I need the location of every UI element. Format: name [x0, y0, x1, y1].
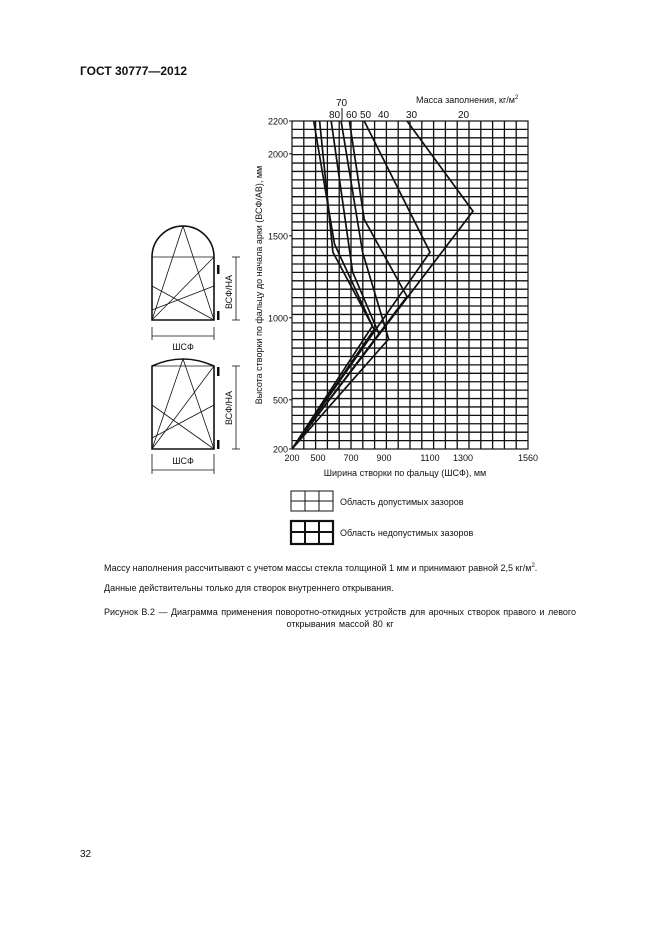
y-axis-label: Высота створки по фальцу до начала арки (ВСФ/АВ), мм [254, 165, 264, 405]
legend-swatch-allowed [291, 491, 333, 511]
note-validity: Данные действительны только для створок внутреннего открывания. [104, 583, 394, 593]
mass-label-20: 20 [458, 110, 470, 121]
x-tick-900: 900 [376, 453, 392, 463]
bottom-height-label: ВСФ/НА [224, 390, 234, 426]
top-width-label: ШСФ [172, 342, 194, 352]
y-tick-labels [268, 117, 292, 455]
y-tick-2200: 2200 [267, 116, 288, 127]
mass-label-70: 70 [336, 98, 348, 109]
x-tick-labels [284, 453, 538, 463]
x-tick-500: 500 [310, 453, 326, 463]
legend-not-allowed-label: Область недопустимых зазоров [340, 528, 474, 538]
caption-line-2: открывания массой 80 кг [286, 619, 394, 629]
document-header: ГОСТ 30777—2012 [80, 64, 188, 78]
figure-caption [60, 606, 620, 630]
mass-label-40: 40 [378, 110, 390, 121]
x-tick-1100: 1100 [420, 453, 440, 463]
page-number: 32 [80, 849, 92, 860]
legend-swatch-not-allowed [291, 521, 333, 544]
x-tick-200: 200 [284, 453, 300, 463]
x-tick-700: 700 [343, 453, 359, 463]
x-tick-1300: 1300 [452, 453, 474, 463]
mass-label-80: 80 [329, 110, 341, 121]
mass-title: Масса заполнения, $кг/м^2$ [416, 95, 519, 105]
legend [291, 491, 474, 544]
y-tick-1000: 1000 [267, 313, 288, 324]
y-tick-1500: 1500 [267, 231, 288, 242]
y-tick-2000: 2000 [267, 149, 288, 160]
mass-label-50: 50 [360, 110, 372, 121]
mass-labels [329, 95, 519, 121]
series-line-30 [292, 121, 430, 449]
mass-label-60: 60 [346, 110, 358, 121]
x-axis-label: Ширина створки по фальцу (ШСФ), мм [323, 468, 487, 478]
caption-line-1: Рисунок В.2 — Диаграмма применения поворотно-откидных устройств для арочных створок правого и левого [103, 607, 577, 617]
note-mass: Массу наполнения рассчитывают с учетом массы стекла толщиной 1 мм и принимают равной 2,5 $кг/м^2$. [104, 563, 538, 573]
x-tick-1560: 1560 [517, 453, 539, 463]
legend-allowed-label: Область допустимых зазоров [340, 497, 464, 507]
y-tick-500: 500 [272, 395, 288, 406]
top-height-label: ВСФ/НА [224, 274, 234, 310]
y-tick-200: 200 [272, 444, 288, 455]
mass-label-30: 30 [406, 110, 418, 121]
bottom-width-label: ШСФ [172, 456, 194, 466]
